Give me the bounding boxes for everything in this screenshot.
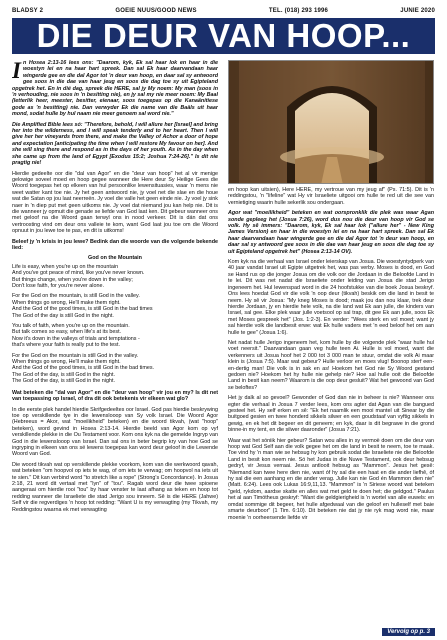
song-line: You talk of faith, when you're up on the mountain. (12, 323, 130, 330)
page-number: BLADSY 2 (12, 7, 44, 14)
song-stanza (12, 323, 218, 349)
song-line: For the God on the mountain, is still God in the valley. (12, 293, 140, 300)
song-stanza (12, 264, 218, 290)
song-stanza (12, 293, 218, 319)
article-columns (12, 60, 435, 525)
mammon-paragraph: Waar wat het sóniik hier gebeur? Satan wou alles in sy vermoë doen om die deur van hoop wat God Self aan die volk gegee het om die land in besit te neem, toe te maak. Toe vind hy 'n man wie se hebsug hy kon gebruik sodat die Israeliete nie die Beloofde Land in besit kon neem nie. Só het Judas in die Nuwe Testament, ook deur hebsug gedryf, vir Jesus verraai. Jesus antlooit hebsug as "Mammon". Jesus het gesê: "Niemand kan twee here dien nie, want óf hy sal die een haat en die ander liefhê, óf hy sal die een aanhang en die ander verag. Julle kan nie God én Mammon dien nie" (Matt. 6:24). Lees ook Lukas 16:9,11,13. "Mammon" is 'n Siriese woord wat beteken "geld, rykdom, aardse skatte en alles wat met geld te doen het; die geldgod." Paulus het al aan Timótheus geskryf: "Want die geldgierigheid is 'n wortel van alle euwels: en omdat sommige dit begeer, het hulle afgedwaal van die geloof en hulleself met baie smarte deurboor" (1 Tim. 6:10). Dit beteken nie dat jy nie ryk mag word nie, maar moenie 'n oorheersende liefde vir (228, 437, 434, 521)
song-lyrics (12, 255, 218, 384)
song-title: God on the Mountain (88, 255, 142, 262)
song-line: Life is easy, when you're up on the mountain (12, 263, 119, 270)
issue-date: JUNIE 2020 (400, 7, 435, 14)
phone-number: TEL. (018) 293 1996 (268, 7, 329, 14)
door-of-hope-paragraph: Agor wat "moeilikheid" beteken en wat oorspronklik die plek was waar Agan sonde gepleeg het (Josua 7:26), word dus nou die deur van hoop vir God se volk. Hy sê immers: "Daarom, kyk, Ek sal haar lok ("allure her" - New King James Version) en haar in die woestyn lei en na haar hart spreek. Dan sal Ek haar daarvandaan haar wingerde gee en die dal Agor tot 'n deur van hoop, en daar sal sy antwoord gee soos in die dae van haar jeug en soos die dag toe sy uit Egipteland opgetrek het" (Hosea 2:13-14 OV). (228, 210, 434, 255)
right-column (228, 60, 434, 525)
song-line: The God of the day, is still God in the night. (12, 371, 115, 378)
song-stanza (12, 353, 218, 385)
photo-caption-paragraph: en hoop kan uitsien), Here HERE, my vertroue van my jeug af" (Ps. 71:5). Dit is 'n reddingstou, 'n "lifeline" wat Hy vir Israeliete uitgooi om hulle te red uit die see van vernietiging waarin hulle sekerlik sou ondergaan. (228, 187, 434, 206)
page-header (12, 6, 435, 15)
song-line: But talk comes so easy, when life's at its best. (12, 329, 122, 336)
doorway-photo (228, 60, 434, 184)
intro-text: n Hosea 2:13-16 lees ons: "Daarom, kyk, Ek sal haar lok en haar in die woestyn lei en na haar hart spreek. Dan sal Ek haar daarvandaan haar wingerde gee en die dal Agor tot 'n deur van hoop, en daar sal sy antwoord gee soos in die dae van haar jeug en soos die dag toe sy uit Egipteland opgetrek het. En in dié dag, spreek die HERE, sal jy My noem: My man (soos in 'n verhouding, nie soos in 'n besitting nie), en jy sal my nie meer noem: My Baal (letterlik heer, meester, besitter, eienaar, soos toegepas op die Kanaänitiese gode as 'n besitting) nie. Dan verwyder Ek die name van die Baäls uit haar mond, sodat hulle by hul naam nie meer genoem sal word nie." (12, 60, 218, 118)
joshua-paragraph: Kom kyk na die verhaal van Israel onder leierskap van Josua. Die woestyntydperk van 40 jaar vandat Israel uit Egipte uitgetrek het, was pas verby. Moses is dood, en God se Hand rus op die jonger Josua om die volk oor die Jordaan in die Beloofde Land in te lei. Dit was net nadat die Israeliete onder leiding van Josua die stad Jerigo ingeneem het. Hul lewenspad word in die 24 hoofstukke van die boek Josua beskryf. Ons lees hoedat God vir die volk 'n oop deur (tikvah) beskik om die land in besit te neem. Hy sê vir Josua: "My kneg Moses is dood; maak jou dan nou klaar, trek deur hierdie Jordaan, jy en hierdie hele volk, na die land wat Ek aan julle, die kinders van Israel, sal gee. Elke plek waar julle voetsool op sal trap, dit gee Ek aan julle, soos Ek met Moses gespreek het" (Jos. 1:2-3). En verder: "Wees sterk en vol moed; want jy sal hierdie volk die landbesit erwe: wat Ek hulle vaders met 'n eed beloof het om aan hulle te gee" (Josua 1:6). (228, 259, 434, 336)
intro-paragraph (12, 60, 218, 118)
title-banner (12, 18, 435, 54)
drop-cap: I (12, 60, 21, 83)
song-line: When things go wrong, He'll make them right. (12, 359, 121, 366)
publication-name: GOEIE NUUS/GOOD NEWS (115, 7, 197, 14)
song-line: For the God on the mountain is still God in the valley. (12, 352, 139, 359)
song-line: And you've got peace of mind, like you've never known. (12, 270, 145, 277)
song-line: The God of the day is still God in the night. (12, 312, 114, 319)
song-line: When things go wrong, He'll make them right. (12, 299, 121, 306)
song-line: The God of the day, is still God in the night. (12, 378, 115, 385)
crisis-paragraph: Beleef jy 'n krisis in jou lewe? Bedink dan die woorde van die volgende bekende lied: (12, 238, 218, 251)
valley-paragraph: Hierdie gedeelte oor die "dal van Agor" en die "deur van hoop" het al vir menige gelowige soveel moed en hoop gegee wanneer die Here deur Sy Heilige Gees die Woord toegepas het op elkeen van hul persoonlike lewensituasies, waar 'n mens nie weet watter kant toe nie. Jy het geen antwoord nie, jy voel net die slae en die houe wat die Satan op jou laat neerreën. Jy voel die valle het geen einde nie. Jy voel jy sink naer in 'n diep put met geen uitkoms nie. Jy voel dat niemand jou kan help nie. Dit is die wanneer jy opmuit die genade se liefde van God laat ken. Dit gebeur wanneer ons met geloof na die Woord gaan terwyl ons in nood verkeer. Dit is dán dat ons vertroosting vind om deur ons valleie te kom, want God laat jou toe om die Woord opnuut in jou lewe toe te pas, en dit is uitkoms! (12, 170, 218, 235)
song-line: that's where your faith is really put to the test. (12, 342, 120, 349)
tikvah-paragraph: Die woord tikvah wat op verskillende plekke voorkom, kom van die werkwoord qavah, wat beteken "om hoopvol op iets te wag, of om iets te verwag; om hoopvol na iets uit te sien." Dit kan verbind word "to stretch like a rope" (Strong's Concordance). In Josua 2:18, 21 word dit vertaal met "lyn" of "tou". Ragab word deur die twee spioene aangeraai om hierdie rooi "tou" by haar venster te laat afhang as teken en hoop tot redding wanneer die Israeliete die stad Jerigo sou inneem. Sê is die HERE (Jahwe) Self vir die regverdiges 'n hoop tot redding: "Want U is my verwagting (my Tikvah, my Reddingstou waarna ek met verwagting (12, 461, 218, 513)
ai-battle-paragraph: Net nadat hulle Jerigo ingeneem het, kom hulle by die volgende plek "waar hulle hul voet neersit." Daarvandaan gaan veg hulle teen Ai. Hulle is vol moed, want die verkenners uit Josua hoof het 2 000 tot 3 000 man te stuur, omdat die volk Ai maar klein is (Josua 7:5). Maar wat gebeur? Hulle verloor en moes vlug! Boonop sterf een-en-dertig man! Die volk is in sak en as! Hoekom het God nie Sy Woord gestand gedoen nie? Hoekom het hy hulle nie gehelp nie? Hoe sal hulle ooit die Beloofde Land in besit kan neem? Waarom is die oop deur gesluit? Wat het gewoond van God se beloftes? (228, 339, 434, 391)
song-line: And the God of the good times, is still God in the bad times (12, 306, 153, 313)
song-line: Now it's down in the valleys of trials and temptations - (12, 335, 140, 342)
achan-paragraph: Het jy dalk al so gevoel? Gewonder of God dan nie in beheer is nie? Wanneer ons egter die verhaal in Josua 7 verder lees, kom ons agter dat Agan van die bangued gesteel het. Hy self erken en sê: "Ek het naamlik een mooi mantel uit Sinear by die buitgoed gesien en twee honderd sikkels silwer en een goudstaaf van vyftig sikkels in gewig, en ek het dit begeer en dit geneem; en kyk, daar is dit begrawe in die grond binne-in my tent, en die silwer daaronder" (Josua 7:21). (228, 395, 434, 434)
agor-paragraph: In die eerste plek handel hierdie Skrifgedeeltes oor Israel. God pas hierdie beskrywing toe op verskillende tye in die lewenslooop van Sy volk Israel. Die Woord Agor (Hebreeus = Akor, wat "moeilikheid" beteken) en die woord tikvah, (wat "hoop" beteken), word gevind in Hosea 2:13-14. Hierdie beeld van Agor kom op vyf verskillende plekke in die Ou Testament voor. Kom ons kyk na die gemelde Ingryp van God in die lewenslooop van Israel. Dan sal ons in beter begrip kry van hoe God se ingryping in elkeen van ons sé lewens toegepas kan word deur geloof in die Lewende Woord van God. (12, 406, 218, 458)
article-title: DIE DEUR VAN HOOP... (36, 17, 411, 54)
song-line: Don't lose faith, for you're never alone. (12, 283, 104, 289)
song-line: But things change, when you're down in the valley; (12, 276, 133, 283)
meaning-paragraph: Wat beteken die "dal van Agor" en die "deur van hoop" vir jou en my? Is dit net van toepassing op Israel, of dra dit ook betekenis vir elkeen wat glo? (12, 389, 218, 403)
arched-door-illustration (229, 61, 434, 184)
amplified-paragraph: Die Amplified Bible lees só: "Therefore, behold, I will allure her [Israel] and bring her into the wilderness, and I will speak tenderly and to her heart. Then I will give her her vineyards from there, and make the Valley of Achor a door of hope and expectation [anticipating the time when I will restore My favour on her]. And she will sing there and respond as in the days of her youth. As in the day when she came up from the land of Egypt [Exodus 15:2; Joshua 7:24-26]." Is dit nie pragtig nie! (12, 121, 218, 167)
left-column (12, 60, 218, 525)
continued-link[interactable]: Vervolg op p. 3 (382, 628, 435, 636)
song-line: And the God of the good times, is still God in the bad times. (12, 365, 155, 372)
